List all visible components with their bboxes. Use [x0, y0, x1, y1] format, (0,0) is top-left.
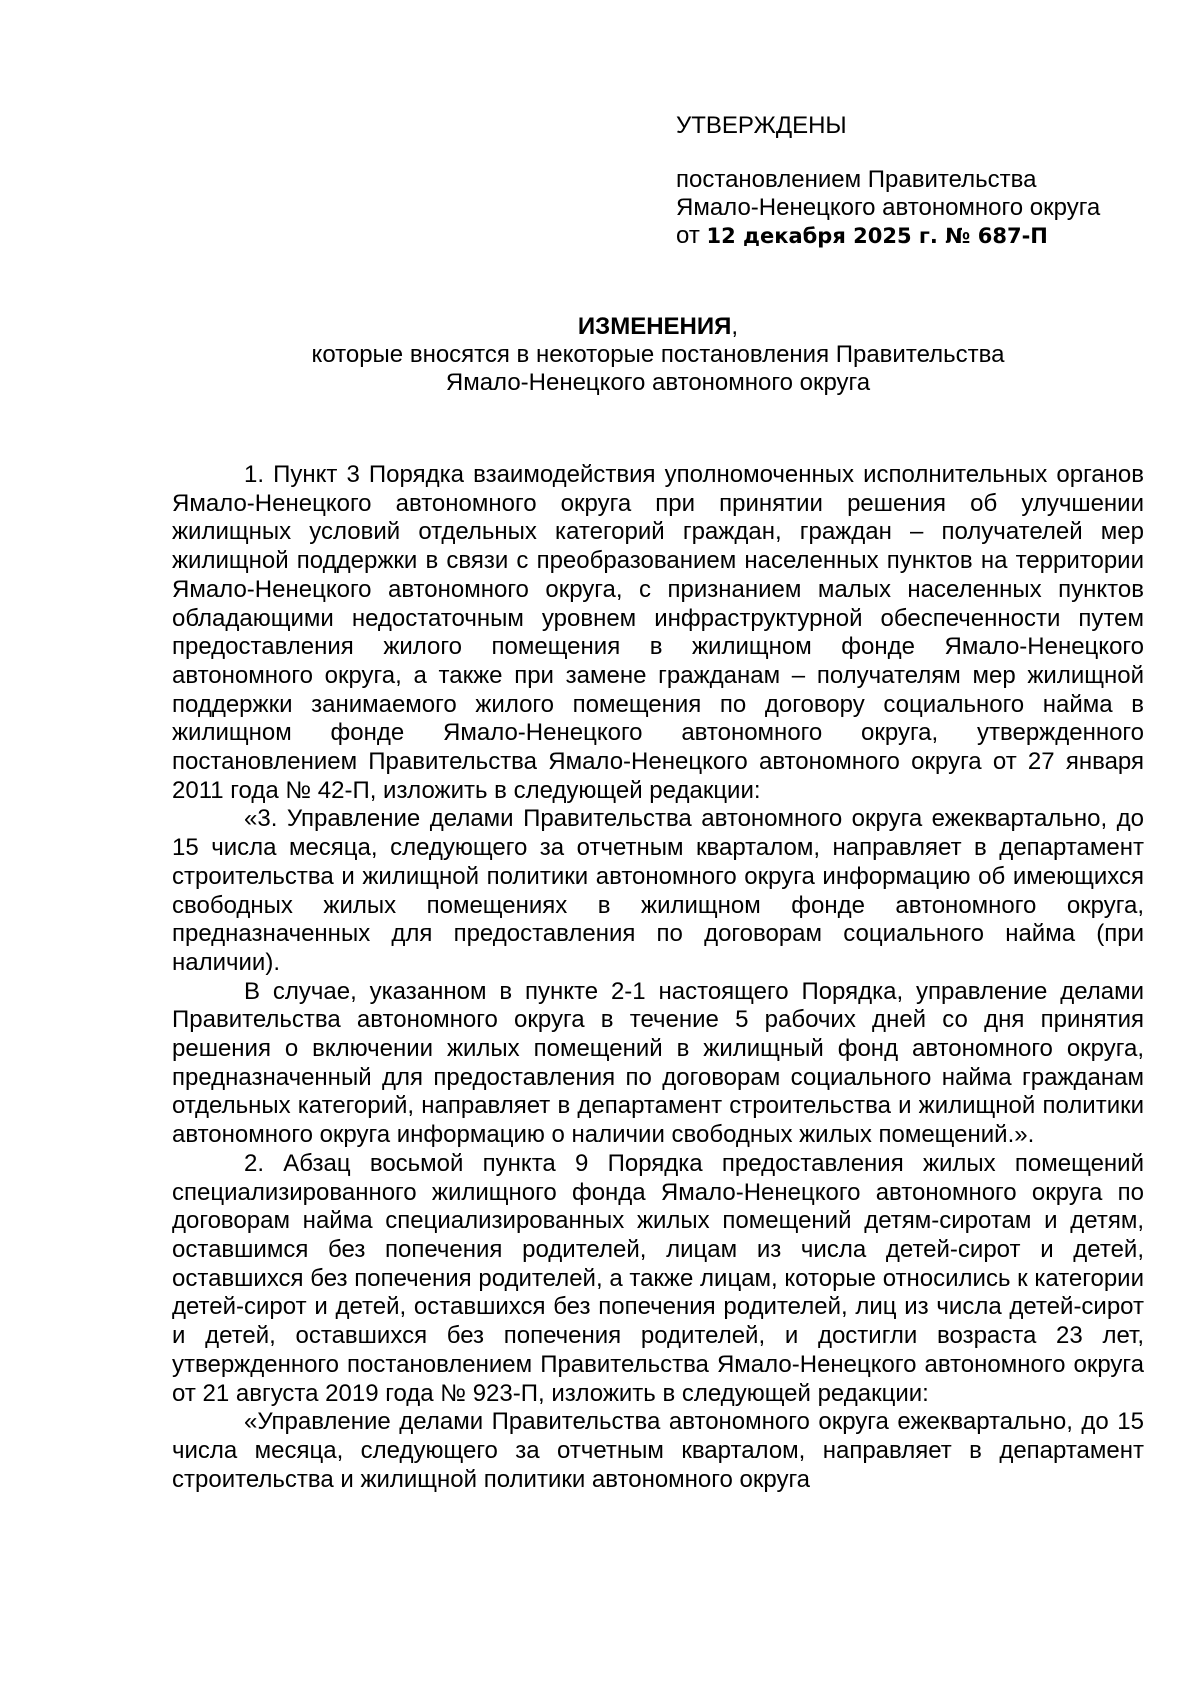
paragraph-1: 1. Пункт 3 Порядка взаимодействия уполномоченных исполнительных органов Ямало-Ненецкого автономного округа при принятии решения об улучшении жилищных условий отдельных категорий граждан, граждан – получателей мер жилищной поддержки в связи с преобразованием населенных пунктов на территории Ямало-Ненецкого автономного округа, с признанием малых населенных пунктов обладающими недостаточным уровнем инфраструктурной обеспеченности путем предоставления жилого помещения в жилищном фонде Ямало-Ненецкого автономного округа, а также при замене гражданам – получателям мер жилищной поддержки занимаемого жилого помещения по договору социального найма в жилищном фонде Ямало-Ненецкого автономного округа, утвержденного постановлением Правительства Ямало-Ненецкого автономного округа от 27 января 2011 года № 42-П, изложить в следующей редакции: — [172, 461, 1144, 804]
approval-date-prefix: от — [676, 222, 700, 249]
approval-line-2: Ямало-Ненецкого автономного округа — [676, 194, 1101, 221]
approval-date-line — [676, 222, 1176, 250]
paragraph-3: В случае, указанном в пункте 2-1 настоящего Порядка, управление делами Правительства автономного округа в течение 5 рабочих дней со дня принятия решения о включении жилых помещений в жилищный фонд автономного округа, предназначенный для предоставления по договорам социального найма гражданам отдельных категорий, направляет в департамент строительства и жилищной политики автономного округа информацию о наличии свободных жилых помещений.». — [172, 977, 1144, 1149]
document-heading — [172, 313, 1144, 397]
paragraph-5: «Управление делами Правительства автономного округа ежеквартально, до 15 числа месяца, следующего за отчетным кварталом, направляет в департамент строительства и жилищной политики автономного округа — [172, 1408, 1144, 1493]
heading-title-suffix: , — [731, 313, 739, 340]
heading-title-line — [172, 313, 1144, 341]
paragraph-2: «3. Управление делами Правительства автономного округа ежеквартально, до 15 числа месяца, следующего за отчетным кварталом, направляет в департамент строительства и жилищной политики автономного округа информацию об имеющихся свободных жилых помещениях в жилищном фонде автономного округа, предназначенных для предоставления по договорам социального найма (при наличии). — [172, 805, 1144, 976]
heading-title: ИЗМЕНЕНИЯ — [577, 313, 732, 340]
heading-subtitle-2: Ямало-Ненецкого автономного округа — [445, 369, 871, 396]
paragraph-4: 2. Абзац восьмой пункта 9 Порядка предоставления жилых помещений специализированного жилищного фонда Ямало-Ненецкого автономного округа по договорам найма специализированных жилых помещений детям-сиротам и детям, оставшимся без попечения родителей, лицам из числа детей-сирот и детей, оставшихся без попечения родителей, а также лицам, которые относились к категории детей-сирот и детей, оставшихся без попечения родителей, лиц из числа детей-сирот и детей, оставшихся без попечения родителей, и достигли возраста 23 лет, утвержденного постановлением Правительства Ямало-Ненецкого автономного округа от 21 августа 2019 года № 923-П, изложить в следующей редакции: — [172, 1149, 1144, 1407]
approval-stamp — [676, 112, 1176, 250]
heading-subtitle-1: которые вносятся в некоторые постановления Правительства — [311, 341, 1005, 368]
approval-date-number: 12 декабря 2025 г. № 687-П — [706, 224, 1048, 248]
document-body — [172, 461, 1144, 1494]
approval-line-1: постановлением Правительства — [676, 166, 1037, 193]
approval-title: УТВЕРЖДЕНЫ — [676, 112, 847, 139]
